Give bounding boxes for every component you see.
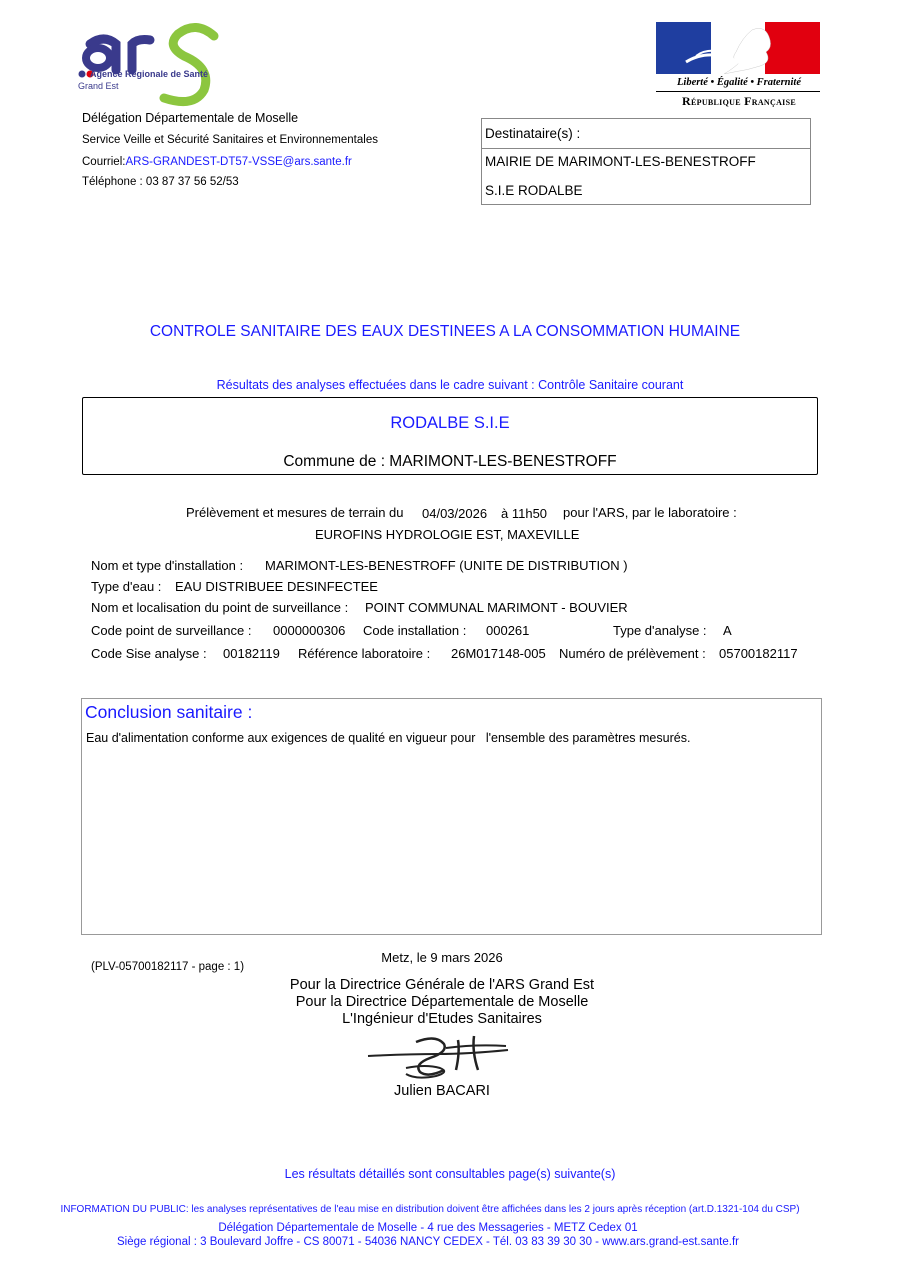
installation-name-value: MARIMONT-LES-BENESTROFF (UNITE DE DISTRIBUTION ) [265, 558, 628, 573]
republic-divider [656, 91, 820, 92]
recipients-label: Destinataire(s) : [485, 126, 581, 141]
recipient-item: S.I.E RODALBE [485, 183, 583, 198]
sample-number-value: 05700182117 [719, 646, 798, 661]
water-type-label: Type d'eau : [91, 579, 162, 594]
signature-line-1: Pour la Directrice Générale de l'ARS Grand Est [289, 977, 595, 993]
public-information: INFORMATION DU PUBLIC: les analyses représentatives de l'eau mise en distribution doivent être affichées dans les 2 jours après réception (art.D.1321-104 du CSP) [60, 1204, 800, 1215]
surveillance-point-value: POINT COMMUNAL MARIMONT - BOUVIER [365, 600, 628, 615]
signature-line-3: L'Ingénieur d'Etudes Sanitaires [342, 1011, 542, 1027]
ars-logo-region: Grand Est [78, 81, 119, 91]
sender-email-link[interactable]: ARS-GRANDEST-DT57-VSSE@ars.sante.fr [125, 156, 352, 168]
recipients-box [481, 118, 811, 205]
sampling-time: à 11h50 [501, 506, 548, 521]
conclusion-text: Eau d'alimentation conforme aux exigences de qualité en vigueur pour l'ensemble des paramètres mesurés. [86, 731, 691, 745]
conclusion-box [81, 698, 822, 935]
analysis-type-label: Type d'analyse : [613, 623, 707, 638]
code-installation-label: Code installation : [363, 623, 467, 638]
site-box [82, 397, 818, 475]
conclusion-title: Conclusion sanitaire : [85, 702, 253, 722]
site-commune: Commune de : MARIMONT-LES-BENESTROFF [283, 453, 617, 470]
lab-reference-label: Référence laboratoire : [298, 646, 431, 661]
sender-service: Service Veille et Sécurité Sanitaires et Environnementales [82, 134, 378, 146]
code-point-value: 0000000306 [273, 623, 346, 638]
recipients-divider [482, 148, 810, 149]
installation-name-label: Nom et type d'installation : [91, 558, 244, 573]
footer-address-headquarters: Siège régional : 3 Boulevard Joffre - CS 80071 - 54036 NANCY CEDEX - Tél. 03 83 39 30 30 - www.ars.grand-est.sante.fr [117, 1236, 739, 1248]
analysis-type-value: A [723, 623, 732, 638]
sampling-label: Prélèvement et mesures de terrain du [186, 505, 404, 520]
marianne-flag-icon [656, 22, 820, 74]
surveillance-point-label: Nom et localisation du point de surveillance : [91, 600, 349, 615]
water-type-value: EAU DISTRIBUEE DESINFECTEE [175, 579, 378, 594]
document-reference: (PLV-05700182117 - page : 1) [91, 961, 245, 973]
sender-delegation: Délégation Départementale de Moselle [82, 111, 299, 125]
signature-line-2: Pour la Directrice Départementale de Moselle [295, 994, 589, 1010]
handwritten-signature [366, 1034, 512, 1082]
site-name: RODALBE S.I.E [390, 414, 510, 432]
sample-number-label: Numéro de prélèvement : [559, 646, 706, 661]
detailed-results-note: Les résultats détaillés sont consultables page(s) suivante(s) [284, 1167, 616, 1181]
sise-code-label: Code Sise analyse : [91, 646, 207, 661]
sampling-date: 04/03/2026 [422, 506, 488, 521]
republic-name: République Française [682, 94, 796, 108]
code-point-label: Code point de surveillance : [91, 623, 252, 638]
ars-logo [76, 18, 236, 108]
sender-phone: Téléphone : 03 87 37 56 52/53 [82, 176, 239, 188]
place-date: Metz, le 9 mars 2026 [381, 950, 503, 965]
document-title: CONTROLE SANITAIRE DES EAUX DESTINEES A LA CONSOMMATION HUMAINE [149, 323, 741, 340]
ars-logo-graphic [76, 18, 236, 108]
code-installation-value: 000261 [486, 623, 530, 638]
results-context: Résultats des analyses effectuées dans le cadre suivant : Contrôle Sanitaire courant [216, 378, 684, 392]
lab-reference-value: 26M017148-005 [451, 646, 546, 661]
sender-email-line [82, 156, 352, 168]
recipient-item: MAIRIE DE MARIMONT-LES-BENESTROFF [485, 154, 756, 169]
sampling-suffix: pour l'ARS, par le laboratoire : [563, 505, 737, 520]
signer-name: Julien BACARI [394, 1083, 490, 1099]
republic-motto: Liberté • Égalité • Fraternité [676, 77, 801, 88]
sise-code-value: 00182119 [223, 646, 280, 661]
sampling-laboratory: EUROFINS HYDROLOGIE EST, MAXEVILLE [315, 527, 580, 542]
sender-email-label: Courriel: [82, 156, 126, 168]
ars-logo-agency: Agence Régionale de Santé [90, 69, 209, 79]
footer-address-delegation: Délégation Départementale de Moselle - 4 rue des Messageries - METZ Cedex 01 [218, 1222, 638, 1234]
